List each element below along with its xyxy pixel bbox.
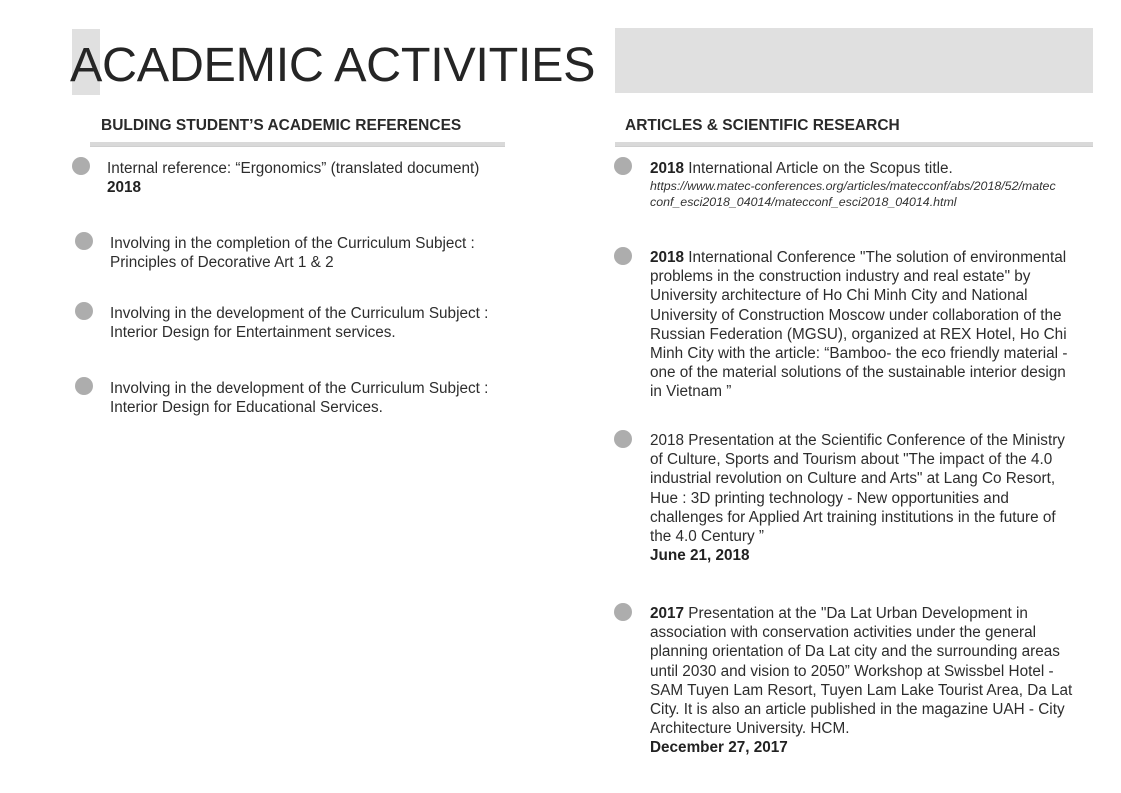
bullet-icon <box>614 157 632 175</box>
list-item <box>110 304 520 342</box>
item-text-line: the 4.0 Century ” <box>650 528 764 546</box>
item-text-line: City. It is also an article published in the magazine UAH - City <box>650 701 1065 719</box>
item-text-line: Involving in the development of the Curriculum Subject : <box>110 305 489 322</box>
article-link[interactable]: conf_esci2018_04014/matecconf_esci2018_04014.html <box>650 195 957 210</box>
item-text-line: Interior Design for Educational Services. <box>110 399 383 417</box>
item-text-line: Russian Federation (MGSU), organized at REX Hotel, Ho Chi <box>650 325 1067 343</box>
item-text-line: Interior Design for Entertainment services. <box>110 324 396 342</box>
bullet-icon <box>75 232 93 250</box>
item-date: June 21, 2018 <box>650 547 750 565</box>
item-text-line: SAM Tuyen Lam Resort, Tuyen Lam Lake Tourist Area, Da Lat <box>650 681 1073 699</box>
item-text-line: Principles of Decorative Art 1 & 2 <box>110 254 334 272</box>
list-item <box>650 248 1100 402</box>
item-text-line: challenges for Applied Art training institutions in the future of <box>650 508 1056 526</box>
item-text-line: 2018 International Conference "The solution of environmental <box>650 249 1067 266</box>
item-text-line: of Culture, Sports and Tourism about "The impact of the 4.0 <box>650 451 1053 469</box>
item-year: 2018 <box>650 249 685 266</box>
bullet-icon <box>72 157 90 175</box>
item-text: Internal reference: “Ergonomics” (translated document) <box>107 160 480 177</box>
list-item <box>110 379 520 417</box>
item-text-line: until 2030 and vision to 2050” Workshop at Swissbel Hotel - <box>650 662 1054 680</box>
item-text-line: Architecture University. HCM. <box>650 720 850 738</box>
list-item <box>650 159 1100 210</box>
item-text-line: University of Construction Moscow under collaboration of the <box>650 306 1062 324</box>
item-text-line: in Vietnam ” <box>650 383 732 401</box>
item-text-line: 2018 Presentation at the Scientific Conference of the Ministry <box>650 432 1065 449</box>
item-text-line: problems in the construction industry and real estate" by <box>650 268 1031 286</box>
bullet-icon <box>614 603 632 621</box>
page-title: ACADEMIC ACTIVITIES <box>70 38 596 92</box>
header-decorative-box <box>615 28 1093 93</box>
bullet-icon <box>614 430 632 448</box>
item-year: 2017 <box>650 605 685 622</box>
item-year: 2018 <box>650 160 685 177</box>
item-text-line: Minh City with the article: “Bamboo- the eco friendly material - <box>650 345 1068 363</box>
item-text-line: one of the material solutions of the sustainable interior design <box>650 364 1066 382</box>
item-text-line: 2017 Presentation at the "Da Lat Urban Development in <box>650 605 1028 622</box>
section-heading-articles: ARTICLES & SCIENTIFIC RESEARCH <box>625 117 900 134</box>
bullet-icon <box>614 247 632 265</box>
bullet-icon <box>75 377 93 395</box>
item-year: 2018 <box>107 179 142 197</box>
section-divider-left <box>90 142 505 147</box>
item-text-line: University architecture of Ho Chi Minh City and National <box>650 287 1028 305</box>
item-date: December 27, 2017 <box>650 739 788 757</box>
item-text: 2018 International Article on the Scopus title. <box>650 160 953 177</box>
section-divider-right <box>615 142 1093 147</box>
list-item <box>650 431 1100 565</box>
list-item <box>110 234 520 272</box>
item-text-line: industrial revolution on Culture and Arts" at Lang Co Resort, <box>650 470 1056 488</box>
item-text-line: association with conservation activities under the general <box>650 624 1037 642</box>
bullet-icon <box>75 302 93 320</box>
article-link[interactable]: https://www.matec-conferences.org/articles/matecconf/abs/2018/52/matec <box>650 179 1056 194</box>
list-item <box>107 159 517 197</box>
item-text-line: Hue : 3D printing technology - New opportunities and <box>650 489 1009 507</box>
item-text-line: Involving in the development of the Curriculum Subject : <box>110 380 489 397</box>
item-text-line: planning orientation of Da Lat city and the surrounding areas <box>650 643 1060 661</box>
section-heading-references: BULDING STUDENT’S ACADEMIC REFERENCES <box>101 117 462 134</box>
item-text-line: Involving in the completion of the Curriculum Subject : <box>110 235 475 252</box>
list-item <box>650 604 1105 758</box>
